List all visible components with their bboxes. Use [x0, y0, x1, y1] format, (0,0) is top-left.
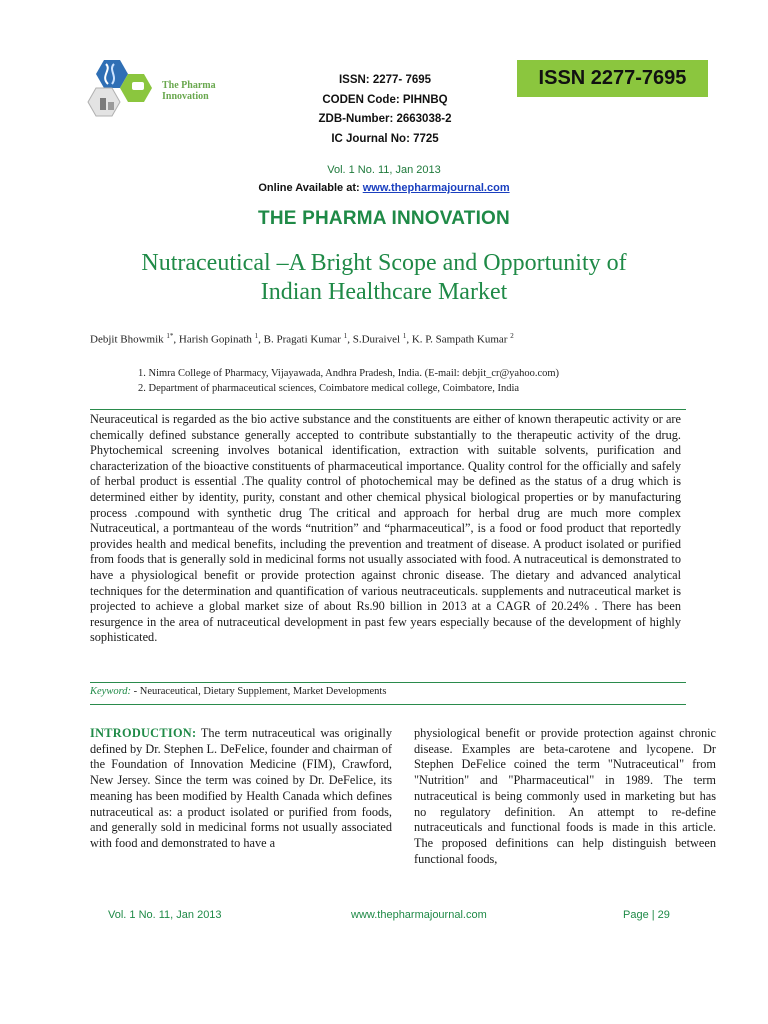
keywords-label: Keyword: [90, 686, 132, 697]
journal-url-link[interactable]: www.thepharmajournal.com [362, 182, 510, 194]
ic-line: IC Journal No: 7725 [331, 132, 439, 145]
author-name: S.Duraivel [352, 333, 401, 346]
logo-text [162, 80, 216, 102]
abstract-text: Neuraceutical is regarded as the bio active substance and the constituents are either of known therapeutic activity or are chemically defined substance generally accepted to contribute substantially to the therapeutic activity of the drug. Phytochemical screening involves botanical identification, extraction with suitable solvents, purification and characterization of the bioactive constituents of pharmaceutical importance. Quality control for the officially and safely of herbal product is essential .The quality control of photochemical may be defined as the status of a drug which is determined either by identity, purity, constant and other chemical physical biological properties or by manufacturing process .compound with synthetic drug The critical and approach for herbal drug are much more complex Nutraceutical, a portmanteau of the words “nutrition” and “pharmaceutical”, is a food or food product that reportedly provides health and medical benefits, including the prevention and treatment of disease. A product isolated or purified from foods that is generally sold in medicinal forms not usually associated with food. A nutraceutical is demonstrated to have a physiological benefit or provide protection against chronic disease. The dietary and advanced analytical techniques for the determination and quantification of various neutraceuticals. supplements and nutraceutical market is projected to achieve a global market size of about Rs.90 billion in 2013 at a CAGR of 20.24% . There has been resurgence in the area of nutraceutical development in past few years especially because of the development of highly sophisticated. [90, 412, 681, 645]
online-availability [200, 182, 568, 194]
footer-volume: Vol. 1 No. 11, Jan 2013 [108, 909, 222, 921]
intro-column-right: physiological benefit or provide protection against chronic disease. Examples are beta-carotene and lycopene. Dr Stephen DeFelice coined the term "Nutraceutical" from "Nutrition" and "Pharmaceutical" in 1989. The term nutraceutical is being commonly used in marketing but has no regulatory definition. An attempt to re-define nutraceuticals and functional foods is made in this article. The proposed definitions can help distinguish between functional foods, [414, 726, 716, 866]
author-affil-mark: 1 [343, 332, 348, 340]
abstract-bottom-rule [90, 682, 686, 683]
keywords [90, 686, 686, 697]
footer-url[interactable]: www.thepharmajournal.com [351, 909, 487, 921]
zdb-line: ZDB-Number: 2663038-2 [318, 113, 452, 125]
author-affil-mark: 1* [166, 332, 174, 340]
abstract-top-rule [90, 409, 686, 410]
title-line-2: Indian Healthcare Market [260, 279, 508, 305]
keywords-list: - Neuraceutical, Dietary Supplement, Market Developments [131, 686, 387, 697]
author-name: K. P. Sampath Kumar [411, 333, 508, 346]
footer-page-number: Page | 29 [623, 909, 670, 921]
affiliations [138, 366, 698, 396]
issn-line: ISSN: 2277- 7695 [338, 74, 432, 86]
coden-line: CODEN Code: PIHNBQ [322, 93, 448, 106]
article-title [90, 249, 678, 307]
author-affil-mark: 2 [510, 332, 514, 340]
author-affil-mark: 1 [402, 332, 407, 340]
intro-column-left [90, 726, 392, 852]
author-name: B. Pragati Kumar [263, 333, 341, 346]
affiliation-2: 2. Department of pharmaceutical sciences, Coimbatore medical college, Coimbatore, India [138, 383, 520, 394]
journal-metadata [250, 71, 520, 149]
hexagon-logo-icon [86, 58, 160, 120]
intro-heading: INTRODUCTION: [90, 726, 197, 740]
issue-volume: Vol. 1 No. 11, Jan 2013 [327, 164, 441, 176]
logo-line-2: Innovation [162, 91, 209, 102]
author-affil-mark: 1 [254, 332, 259, 340]
intro-left-text: The term nutraceutical was originally defined by Dr. Stephen L. DeFelice, founder and chairman of the Foundation of Innovation Medicine (FIM), Crawford, New Jersey. Since the term was coined by Dr. DeFelice, its meaning has been modified by Health Canada which defines nutraceutical as: a product isolated or purified from foods, and generally sold in medicinal forms not usually associated with food and demonstrated to have a [90, 726, 392, 850]
author-name: Harish Gopinath [178, 333, 252, 346]
keywords-bottom-rule [90, 704, 686, 705]
affiliation-1: 1. Nimra College of Pharmacy, Vijayawada, Andhra Pradesh, India. (E-mail: debjit_cr@yahoo.com) [138, 368, 560, 379]
title-line-1: Nutraceutical –A Bright Scope and Opportunity of [141, 250, 627, 276]
logo-line-1: The Pharma [162, 80, 216, 91]
journal-name: THE PHARMA INNOVATION [258, 208, 510, 229]
online-label: Online Available at: [258, 182, 363, 194]
author-list: Debjit Bhowmik $^{1*}$, Harish Gopinath $^1$, B. Pragati Kumar $^1$, S.Duraivel $^1$, K. P. Sampath Kumar $^2$ [90, 332, 514, 346]
author-name: Debjit Bhowmik [90, 333, 164, 346]
issn-badge: ISSN 2277-7695 [517, 60, 708, 97]
